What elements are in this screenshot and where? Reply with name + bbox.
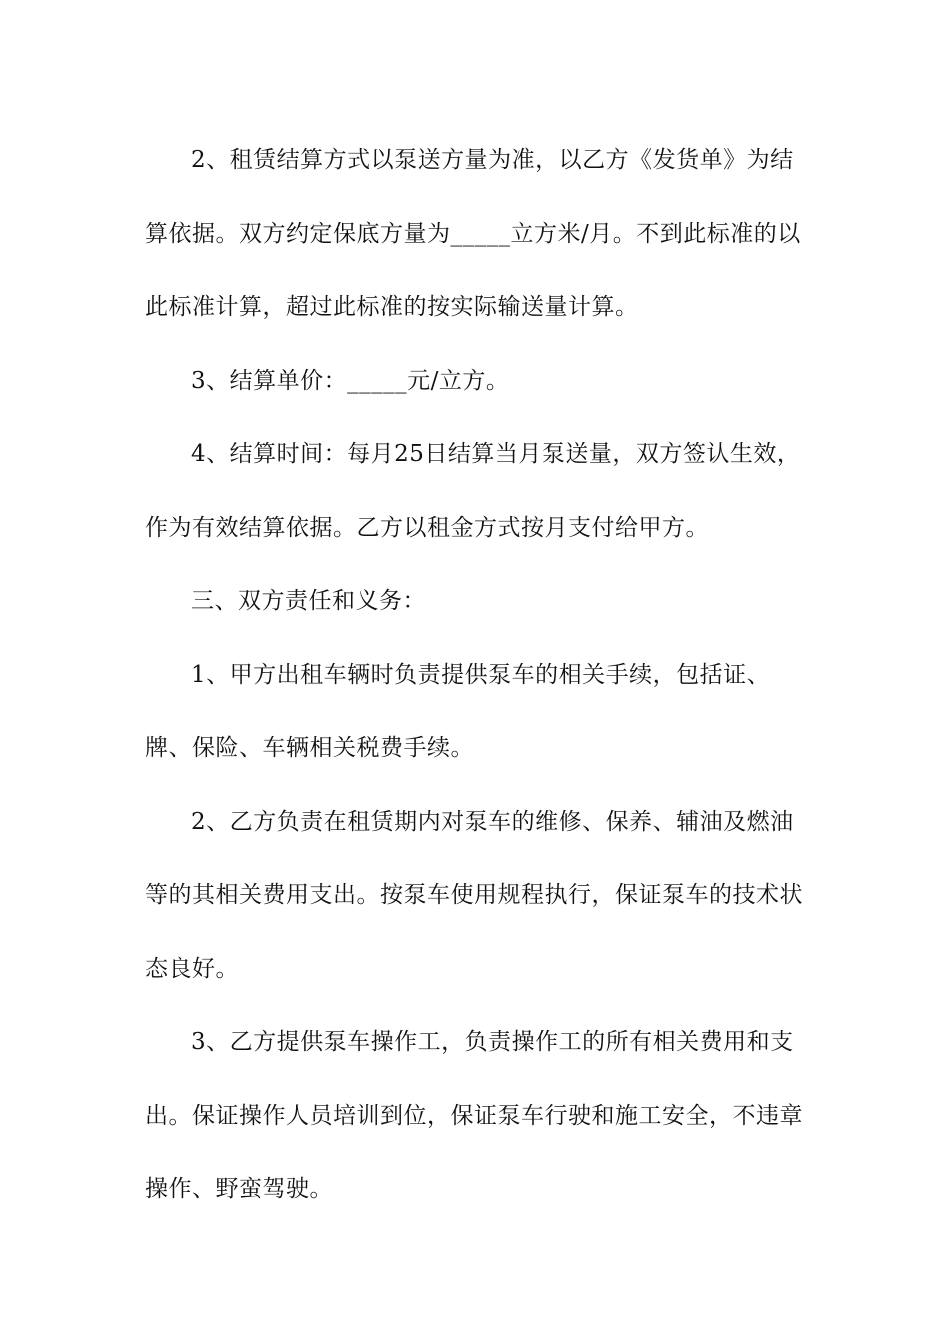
paragraph-settlement-time: 4、结算时间：每月25日结算当月泵送量，双方签认生效，作为有效结算依据。乙方以租金方式按月支付给甲方。 — [145, 441, 801, 541]
section-heading-responsibilities: 三、双方责任和义务： — [191, 588, 426, 614]
paragraph-unit-price: 3、结算单价：_____元/立方。 — [191, 367, 510, 394]
paragraph-party-b-operator: 3、乙方提供泵车操作工，负责操作工的所有相关费用和支出。保证操作人员培训到位，保证泵车行驶和施工安全，不违章操作、野蛮驾驶。 — [145, 1029, 803, 1202]
paragraph-settlement-method: 2、租赁结算方式以泵送方量为准，以乙方《发货单》为结算依据。双方约定保底方量为_____立方米/月。不到此标准的以此标准计算，超过此标准的按实际输送量计算。 — [145, 147, 801, 320]
paragraph-party-a-duty: 1、甲方出租车辆时负责提供泵车的相关手续，包括证、牌、保险、车辆相关税费手续。 — [145, 661, 771, 761]
paragraph-party-b-maintenance: 2、乙方负责在租赁期内对泵车的维修、保养、辅油及燃油等的其相关费用支出。按泵车使用规程执行，保证泵车的技术状态良好。 — [145, 808, 803, 982]
document-body — [145, 124, 815, 1227]
